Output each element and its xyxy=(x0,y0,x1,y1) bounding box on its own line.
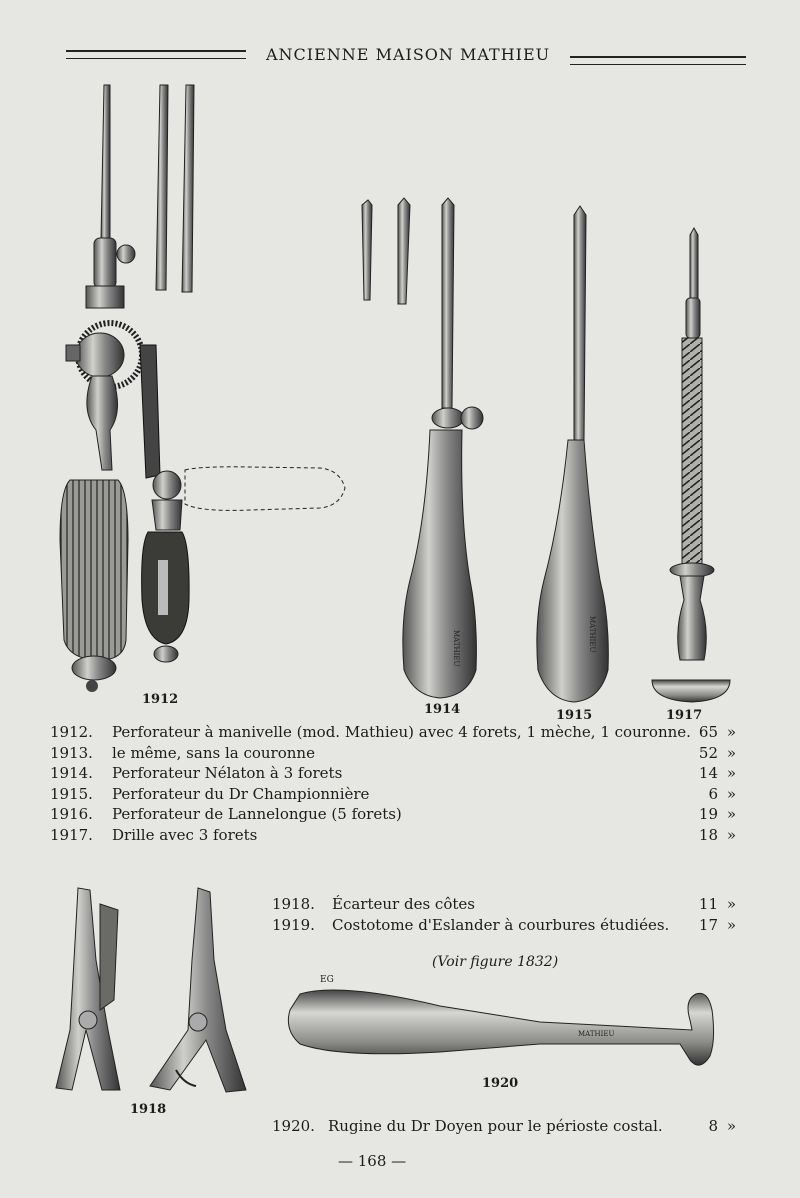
catalog-row xyxy=(50,722,740,743)
fig-1918-rib-spreader xyxy=(56,888,246,1092)
item-text: Perforateur de Lannelongue (5 forets) xyxy=(112,805,402,823)
item-unit: » xyxy=(726,784,736,803)
page-number: — 168 — xyxy=(338,1152,407,1170)
item-unit: » xyxy=(726,1117,736,1135)
catalog-row xyxy=(272,915,740,936)
fig-1920-engraving: MATHIEU xyxy=(578,1030,615,1038)
catalog-item-1920 xyxy=(272,1116,740,1137)
item-unit: » xyxy=(726,805,736,823)
catalog-row xyxy=(50,804,740,825)
item-number: 1915. xyxy=(50,784,93,803)
item-text: Perforateur du Dr Championnière xyxy=(112,784,370,803)
fig-1914-engraving: MATHIEU xyxy=(452,630,460,667)
fig-1914-nelaton-perforator xyxy=(362,198,483,698)
item-price: 8 xyxy=(708,1117,718,1135)
caption-1912: 1912 xyxy=(142,692,179,707)
item-number: 1917. xyxy=(50,825,93,844)
item-number: 1912. xyxy=(50,723,93,741)
item-price: 6 xyxy=(708,784,718,803)
item-price: 18 xyxy=(698,825,718,844)
caption-1918: 1918 xyxy=(130,1102,167,1117)
item-unit: » xyxy=(726,825,736,844)
item-text: Perforateur Nélaton à 3 forets xyxy=(112,764,343,782)
fig-1917-drill xyxy=(652,228,730,702)
catalog-row xyxy=(50,743,740,764)
item-number: 1919. xyxy=(272,915,315,934)
item-text: Drille avec 3 forets xyxy=(112,825,258,844)
catalog-list xyxy=(50,722,740,845)
item-text: le même, sans la couronne xyxy=(112,743,315,762)
item-unit: » xyxy=(726,723,736,741)
catalog-row xyxy=(272,1116,740,1137)
item-unit: » xyxy=(726,915,736,934)
fig-1915-championniere-perforator xyxy=(537,206,608,702)
catalog-row xyxy=(272,894,740,915)
item-unit: » xyxy=(726,743,736,762)
item-unit: » xyxy=(726,764,736,782)
caption-1915: 1915 xyxy=(556,708,593,723)
item-number: 1914. xyxy=(50,764,93,782)
item-text: Écarteur des côtes xyxy=(332,895,475,913)
item-unit: » xyxy=(726,895,736,913)
catalog-list-2 xyxy=(272,894,740,935)
caption-1914: 1914 xyxy=(424,702,461,717)
catalog-row xyxy=(50,784,740,805)
catalog-row xyxy=(50,825,740,846)
item-price: 19 xyxy=(698,805,718,823)
caption-1920: 1920 xyxy=(482,1076,519,1091)
item-number: 1913. xyxy=(50,743,93,762)
item-text: Costotome d'Eslander à courbures étudiées. xyxy=(332,915,670,934)
fig-1915-engraving: MATHIEU xyxy=(588,616,596,653)
header-title: ANCIENNE MAISON MATHIEU xyxy=(266,45,551,64)
fig-1920-doyen-rugine xyxy=(288,975,713,1065)
item-price: 11 xyxy=(698,895,718,913)
fig-1920-stamp: EG xyxy=(320,975,334,985)
catalog-row xyxy=(50,763,740,784)
item-text: Rugine du Dr Doyen pour le périoste costal. xyxy=(328,1117,663,1135)
item-number: 1920. xyxy=(272,1117,315,1135)
item-price: 52 xyxy=(698,743,718,762)
cross-reference: (Voir figure 1832) xyxy=(432,954,559,970)
fig-1912-hand-drill xyxy=(60,85,345,692)
item-price: 17 xyxy=(698,915,718,934)
item-number: 1918. xyxy=(272,895,315,913)
item-text: Perforateur à manivelle (mod. Mathieu) avec 4 forets, 1 mèche, 1 couronne. xyxy=(112,723,691,741)
item-price: 14 xyxy=(698,764,718,782)
item-price: 65 xyxy=(698,723,718,741)
item-number: 1916. xyxy=(50,805,93,823)
caption-1917: 1917 xyxy=(666,708,703,723)
